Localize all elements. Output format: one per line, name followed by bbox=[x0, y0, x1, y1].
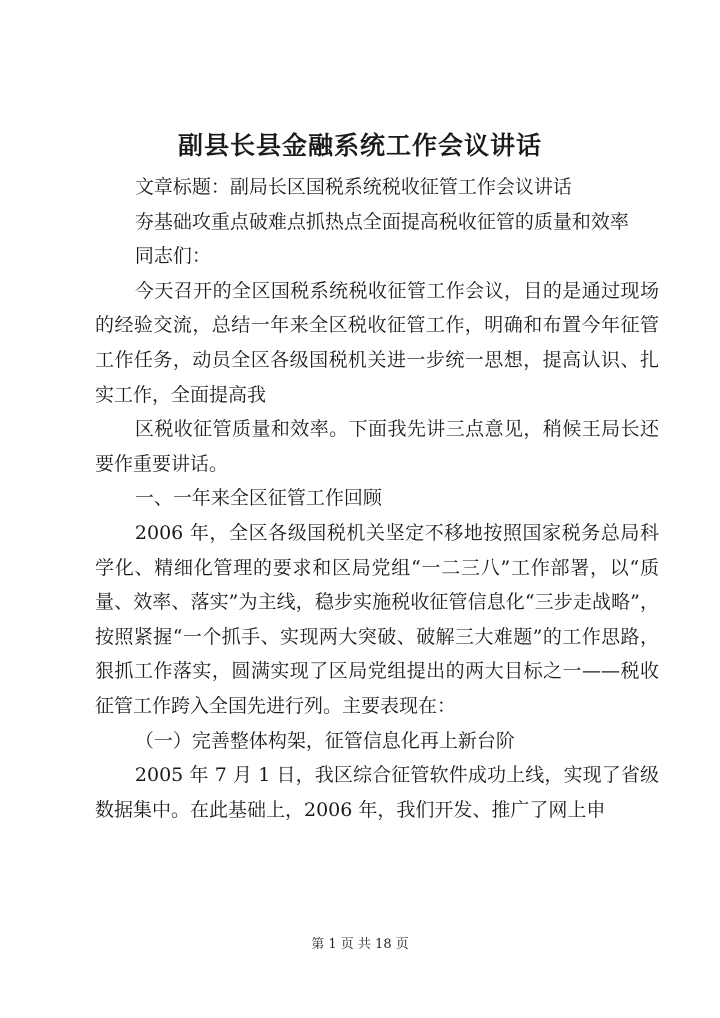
body-paragraph: 2005 年 7 月 1 日，我区综合征管软件成功上线，实现了省级数据集中。在此基础上，2006 年，我们开发、推广了网上申 bbox=[95, 764, 659, 821]
body-paragraph: 区税收征管质量和效率。下面我先讲三点意见，稍候王局长还要作重要讲话。 bbox=[95, 418, 659, 475]
section-heading: 一、一年来全区征管工作回顾 bbox=[134, 487, 382, 510]
article-heading-line: 文章标题：副局长区国税系统税收征管工作会议讲话 bbox=[134, 176, 572, 198]
document-body bbox=[95, 170, 659, 827]
salutation: 同志们： bbox=[134, 245, 211, 268]
article-subtitle: 夯基础攻重点破难点抓热点全面提高税收征管的质量和效率 bbox=[134, 210, 629, 233]
document-title: 副县长县金融系统工作会议讲话 bbox=[177, 131, 542, 160]
subsection-heading: （一）完善整体构架，征管信息化再上新台阶 bbox=[134, 729, 515, 752]
body-paragraph: 今天召开的全区国税系统税收征管工作会议，目的是通过现场的经验交流，总结一年来全区税收征管工作，明确和布置今年征管工作任务，动员全区各级国税机关进一步统一思想，提高认识、扎实工作，全面提高我 bbox=[95, 279, 659, 406]
body-paragraph: 2006 年，全区各级国税机关坚定不移地按照国家税务总局科学化、精细化管理的要求和区局党组“一二三八”工作部署，以“质量、效率、落实”为主线，稳步实施税收征管信息化“三步走战略”，按照紧握“一个抓手、实现两大突破、破解三大难题”的工作思路，狠抓工作落实，圆满实现了区局党组提出的两大目标之一——税收征管工作跨入全国先进行列。主要表现在： bbox=[95, 521, 659, 717]
page-footer: 第 1 页 共 18 页 bbox=[311, 937, 409, 952]
